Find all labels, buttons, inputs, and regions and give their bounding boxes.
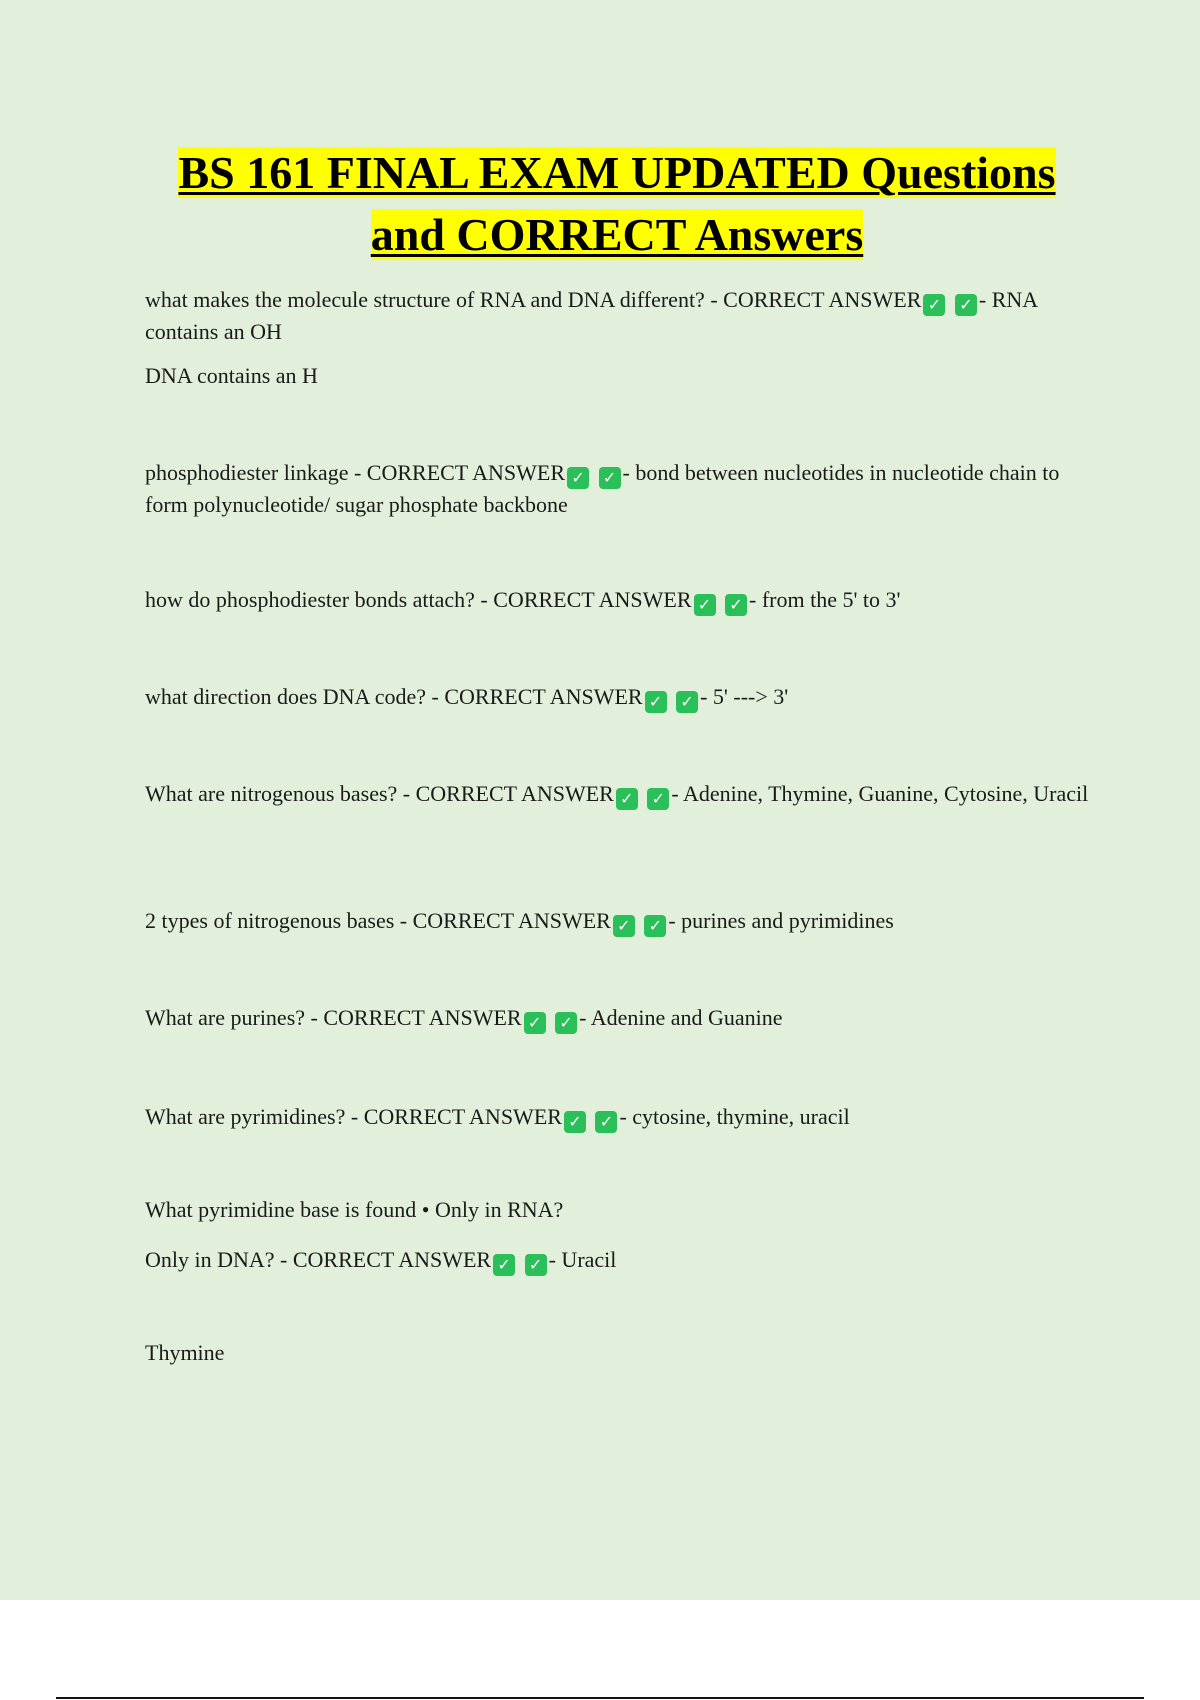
answer-text: - Adenine and Guanine (579, 1005, 783, 1030)
check-mark-icon: ✓ (644, 915, 666, 937)
answer-text: - 5' ---> 3' (700, 684, 789, 709)
answer-text: - purines and pyrimidines (668, 908, 894, 933)
document-title (145, 142, 1089, 266)
check-mark-icon: ✓ (647, 788, 669, 810)
check-mark-icon: ✓ (613, 915, 635, 937)
answer-continuation: Thymine (145, 1340, 225, 1365)
qa-item (145, 457, 1090, 521)
qa-item (145, 1002, 1090, 1034)
check-mark-icon: ✓ (955, 294, 977, 316)
check-mark-icon: ✓ (725, 594, 747, 616)
check-mark-icon: ✓ (645, 691, 667, 713)
qa-item (145, 584, 1090, 616)
qa-item (145, 905, 1090, 937)
qa-item (145, 284, 1090, 348)
check-mark-icon: ✓ (524, 1012, 546, 1034)
page-footer (0, 1600, 1200, 1700)
check-mark-icon: ✓ (595, 1111, 617, 1133)
qa-item (145, 1244, 1090, 1276)
question-text: what makes the molecule structure of RNA and DNA different? - CORRECT ANSWER (145, 287, 922, 312)
check-mark-icon: ✓ (555, 1012, 577, 1034)
check-mark-icon: ✓ (525, 1254, 547, 1276)
check-mark-icon: ✓ (564, 1111, 586, 1133)
qa-item (145, 778, 1090, 810)
qa-item (145, 681, 1090, 713)
title-line-1: BS 161 FINAL EXAM UPDATED Questions (178, 147, 1056, 198)
answer-text: - cytosine, thymine, uracil (619, 1104, 850, 1129)
question-text: What are nitrogenous bases? - CORRECT ANSWER (145, 781, 614, 806)
question-text: Only in DNA? - CORRECT ANSWER (145, 1247, 492, 1272)
check-mark-icon: ✓ (599, 467, 621, 489)
question-text: What are purines? - CORRECT ANSWER (145, 1005, 522, 1030)
question-text: phosphodiester linkage - CORRECT ANSWER (145, 460, 566, 485)
answer-text: - bond between nucleotides in nucleotide chain to form polynucleotide/ sugar phosphate backbone (145, 460, 1060, 517)
answer-text: - RNA contains an OH (145, 287, 1037, 344)
title-line-2: and CORRECT Answers (370, 209, 864, 260)
answer-continuation: DNA contains an H (145, 363, 318, 388)
answer-text: - Adenine, Thymine, Guanine, Cytosine, Uracil (671, 781, 1089, 806)
check-mark-icon: ✓ (493, 1254, 515, 1276)
question-text: What are pyrimidines? - CORRECT ANSWER (145, 1104, 562, 1129)
question-text: what direction does DNA code? - CORRECT ANSWER (145, 684, 643, 709)
question-text: 2 types of nitrogenous bases - CORRECT ANSWER (145, 908, 611, 933)
check-mark-icon: ✓ (694, 594, 716, 616)
answer-text: - Uracil (548, 1247, 617, 1272)
question-text: how do phosphodiester bonds attach? - CORRECT ANSWER (145, 587, 692, 612)
check-mark-icon: ✓ (567, 467, 589, 489)
footer-divider (56, 1697, 1144, 1699)
check-mark-icon: ✓ (616, 788, 638, 810)
qa-item (145, 1101, 1090, 1133)
check-mark-icon: ✓ (923, 294, 945, 316)
answer-text: - from the 5' to 3' (749, 587, 901, 612)
check-mark-icon: ✓ (676, 691, 698, 713)
question-preamble: What pyrimidine base is found • Only in RNA? (145, 1197, 564, 1222)
